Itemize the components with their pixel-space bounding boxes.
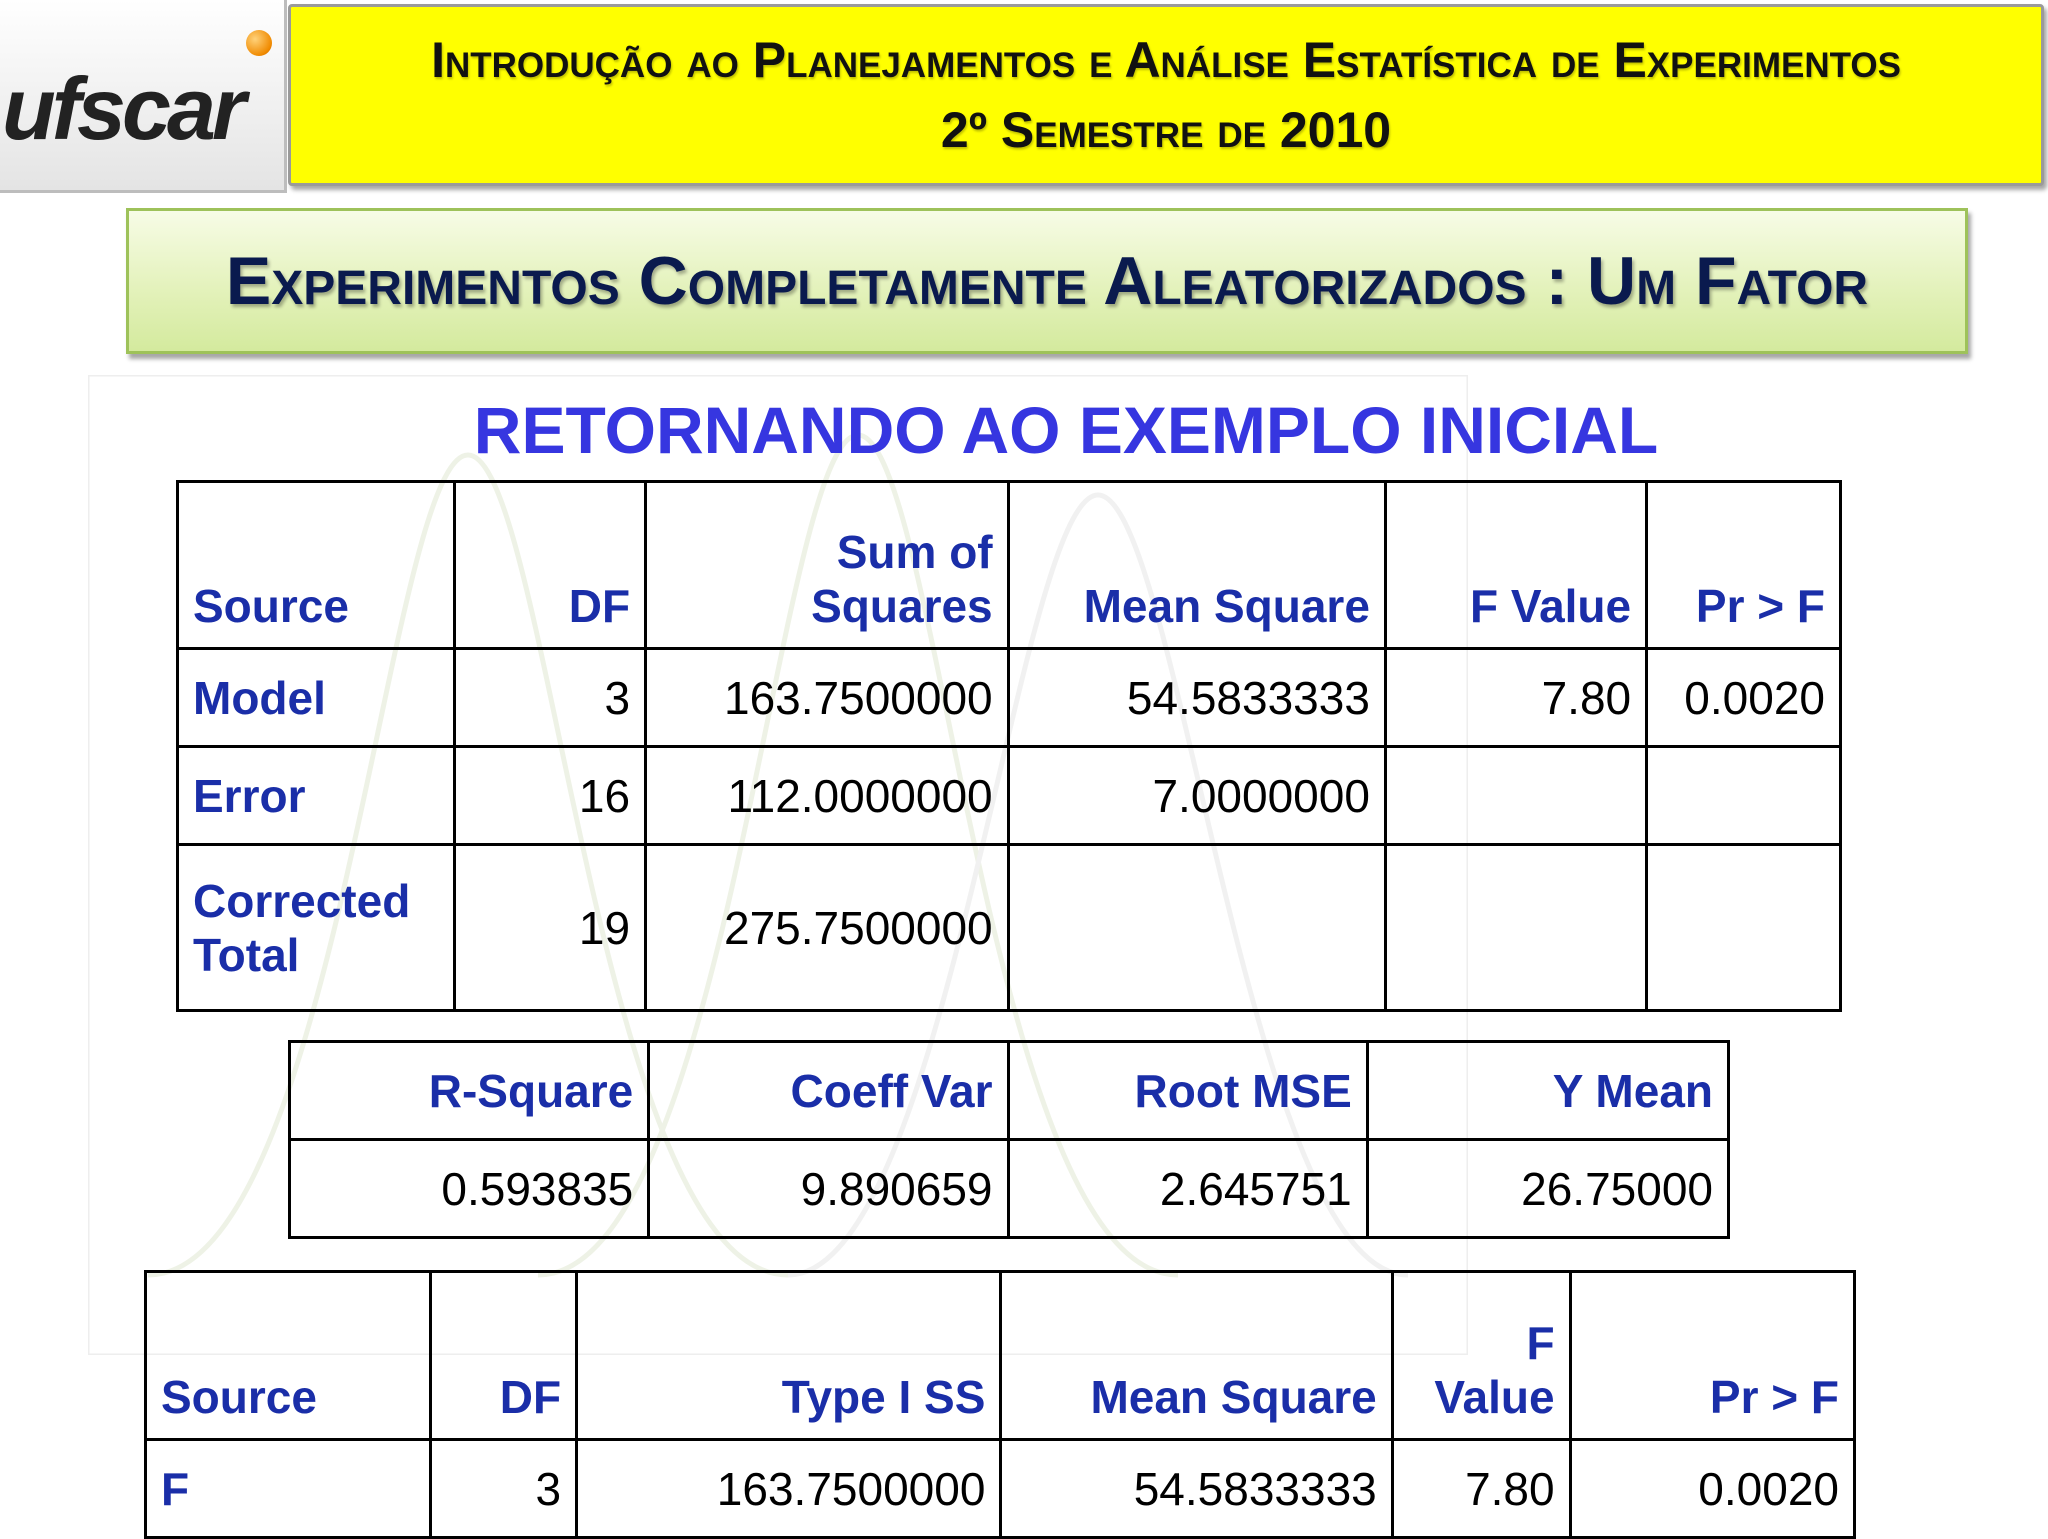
row-source-line1: Corrected xyxy=(193,874,411,927)
row-ms xyxy=(1008,845,1385,1011)
header-df: DF xyxy=(431,1272,577,1440)
row-f: 7.80 xyxy=(1392,1440,1570,1538)
header-type1-ss: Type I SS xyxy=(577,1272,1001,1440)
header-mean-square: Mean Square xyxy=(1008,482,1385,649)
row-df: 16 xyxy=(454,747,645,845)
type1-ss-table xyxy=(144,1270,1856,1539)
course-title: Introdução ao Planejamentos e Análise Estatística de Experimentos xyxy=(431,32,1901,88)
header-y-mean: Y Mean xyxy=(1367,1042,1728,1140)
row-df: 3 xyxy=(454,649,645,747)
table-row xyxy=(178,649,1841,747)
row-ss: 275.7500000 xyxy=(646,845,1009,1011)
row-df: 19 xyxy=(454,845,645,1011)
header-f-line2: Value xyxy=(1434,1371,1555,1423)
row-f: 7.80 xyxy=(1385,649,1646,747)
header-pr-f: Pr > F xyxy=(1647,482,1841,649)
type1-header-row xyxy=(146,1272,1855,1440)
section-banner xyxy=(126,208,1968,354)
header-f-value: F Value xyxy=(1385,482,1646,649)
row-ss: 163.7500000 xyxy=(577,1440,1001,1538)
header-r-square: R-Square xyxy=(290,1042,649,1140)
row-source: F xyxy=(146,1440,431,1538)
row-df: 3 xyxy=(431,1440,577,1538)
ufscar-logo xyxy=(0,0,287,193)
table-row xyxy=(146,1440,1855,1538)
row-ss: 163.7500000 xyxy=(646,649,1009,747)
header-source: Source xyxy=(178,482,455,649)
table-row xyxy=(178,747,1841,845)
row-f xyxy=(1385,747,1646,845)
header-ss-line2: Squares xyxy=(811,580,993,632)
header-df: DF xyxy=(454,482,645,649)
logo-orange-dot-icon xyxy=(246,30,272,56)
header-ss-line1: Sum of xyxy=(836,526,993,578)
header-root-mse: Root MSE xyxy=(1008,1042,1367,1140)
anova-header-row xyxy=(178,482,1841,649)
row-source-line2: Total xyxy=(193,928,300,981)
section-title: Experimentos Completamente Aleatorizados : Um Fator xyxy=(225,243,1869,319)
header-source: Source xyxy=(146,1272,431,1440)
header-pr-f: Pr > F xyxy=(1570,1272,1854,1440)
header-coeff-var: Coeff Var xyxy=(649,1042,1008,1140)
row-ms: 54.5833333 xyxy=(1008,649,1385,747)
slide-subtitle: RETORNANDO AO EXEMPLO INICIAL xyxy=(473,393,1659,467)
value-coeff-var: 9.890659 xyxy=(649,1140,1008,1238)
row-p xyxy=(1647,747,1841,845)
row-ms: 54.5833333 xyxy=(1001,1440,1392,1538)
row-f xyxy=(1385,845,1646,1011)
header-sum-of-squares xyxy=(646,482,1009,649)
anova-table xyxy=(176,480,1842,1012)
fit-statistics-table xyxy=(288,1040,1730,1239)
table-row xyxy=(290,1140,1729,1238)
course-semester: 2º Semestre de 2010 xyxy=(940,102,1392,158)
row-p: 0.0020 xyxy=(1570,1440,1854,1538)
row-ss: 112.0000000 xyxy=(646,747,1009,845)
row-p xyxy=(1647,845,1841,1011)
row-p: 0.0020 xyxy=(1647,649,1841,747)
row-ms: 7.0000000 xyxy=(1008,747,1385,845)
logo-wordmark: ufscar xyxy=(2,59,243,158)
value-r-square: 0.593835 xyxy=(290,1140,649,1238)
course-header xyxy=(288,4,2044,186)
row-source: Error xyxy=(178,747,455,845)
header-mean-square: Mean Square xyxy=(1001,1272,1392,1440)
row-source xyxy=(178,845,455,1011)
value-y-mean: 26.75000 xyxy=(1367,1140,1728,1238)
fit-header-row xyxy=(290,1042,1729,1140)
value-root-mse: 2.645751 xyxy=(1008,1140,1367,1238)
table-row xyxy=(178,845,1841,1011)
header-f-line1: F xyxy=(1526,1317,1555,1369)
row-source: Model xyxy=(178,649,455,747)
header-f-value xyxy=(1392,1272,1570,1440)
